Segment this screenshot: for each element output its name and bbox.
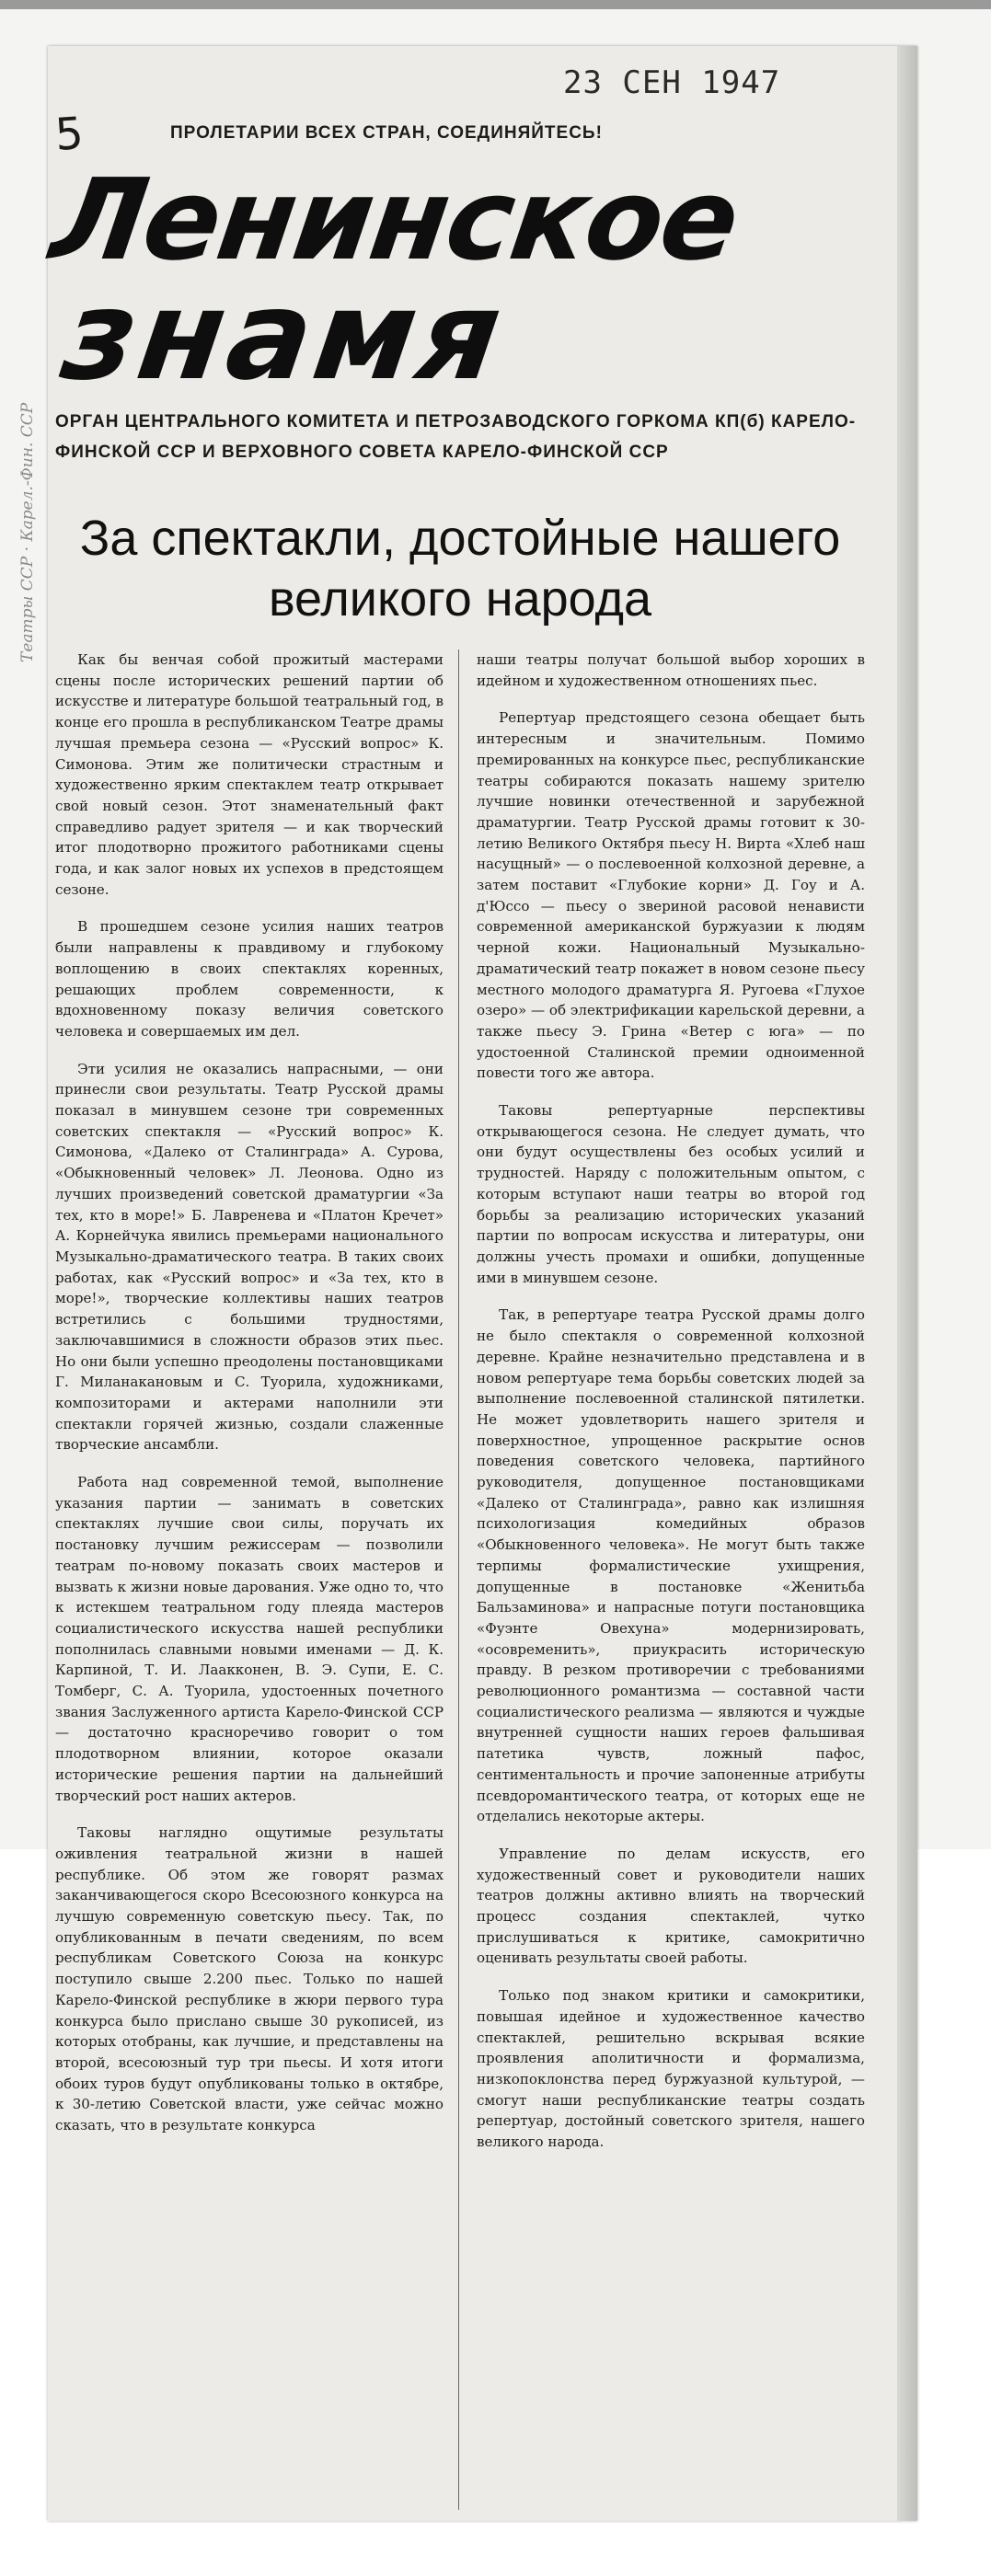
article-headline: За спектакли, достойные нашего великого народа: [79, 511, 841, 627]
handwritten-margin-note: Театры ССР · Карел.-Фин. ССР: [18, 402, 37, 662]
left-paragraph: Таковы наглядно ощутимые результаты оживления театральной жизни в нашей республике. Об этом же говорят размах заканчивающегося скоро Всесоюзного конкурса на лучшую современную советскую пьесу. Так, по опубликованным в печати сведениям, по всем республикам Советского Союза на конкурс поступило свыше 2.200 пьес. Только по нашей Карело-Финской республике в жюри первого тура конкурса было прислано свыше 30 рукописей, из которых отобраны, как лучшие, и представлены на второй, всесоюзный тур три пьесы. И хотя итоги обоих туров будут опубликованы только в октябре, к 30-летию Советской власти, уже сейчас можно сказать, что в результате конкурса: [55, 1824, 444, 2134]
article-body: [55, 650, 865, 2510]
masthead-title-line2: знамя: [54, 264, 513, 408]
right-paragraph: Управление по делам искусств, его художественный совет и руководители наших театров должны активно влиять на творческий процесс создания спектаклей, чутко прислушиваться к критике, самокритично оценивать результаты своей работы.: [477, 1845, 865, 1967]
right-paragraph: Репертуар предстоящего сезона обещает быть интересным и значительным. Помимо премированных на конкурсе пьес, республиканские театры собираются показать нашему зрителю лучшие новинки отечественной и зарубежной драматургии. Театр Русской драмы готовит к 30-летию Великого Октября пьесу Н. Вирта «Хлеб наш насущный» — о послевоенной колхозной деревне, а затем поставит «Глубокие корни» Д. Гоу и А. д'Юссо — пьесу о звериной расовой ненависти современной американской буржуазии к людям черной кожи. Национальный Музыкально-драматический театр покажет в новом сезоне пьесу местного молодого драматурга Я. Ругоева «Глухое озеро» — об электрификации карельской деревни, а также пьесу Э. Грина «Ветер с юга» — по удостоенной Сталинской премии одноименной повести того же автора.: [477, 709, 865, 1082]
left-paragraph: Работа над современной темой, выполнение указания партии — занимать в советских спектаклях лучшие свои силы, поручать их постановку лучшим режиссерам — позволили театрам по-новому показать своих мастеров и вызвать к жизни новые дарования. Уже одно то, что к истекшем театральном году плеяда мастеров социалистического искусства нашей республики пополнилась славными новыми именами — Д. К. Карпиной, Т. И. Лаакконен, В. Э. Супи, Е. С. Томберг, С. А. Туорила, удостоенных почетного звания Заслуженного артиста Карело-Финской ССР — достаточно красноречиво говорит о том плодотворном влиянии, которое оказали исторические решения партии на дальнейший творческий рост наших актеров.: [55, 1474, 444, 1804]
column-divider: [458, 650, 459, 2510]
masthead-title-line1: Ленинское: [44, 155, 745, 285]
left-paragraph: В прошедшем сезоне усилия наших театров были направлены к правдивому и глубокому воплощению в своих спектаклях коренных, решающих проблем современности, к вдохновенному показу величия советского человека и совершаемых им дел.: [55, 918, 444, 1040]
article-right-column: [477, 650, 865, 2510]
date-stamp: 23 СЕН 1947: [563, 64, 781, 101]
scan-top-edge: [0, 0, 991, 9]
left-paragraph: Эти усилия не оказались напрасными, — они принесли свои результаты. Театр Русской драмы показал в минувшем сезоне три современных советских спектакля — «Русский вопрос» К. Симонова, «Далеко от Сталинграда» А. Сурова, «Обыкновенный человек» Л. Леонова. Одно из лучших произведений советской драматургии «За тех, кто в море!» Б. Лавренева и «Платон Кречет» А. Корнейчука явились премьерами национального Музыкально-драматического театра. В таких своих работах, как «Русский вопрос» и «За тех, кто в море!», творческие коллективы наших театров встретились с большими трудностями, заключавшимися в сложности образов этих пьес. Но они были успешно преодолены постановщиками Г. Миланакановым и С. Туорила, художниками, композиторами и актерами наполнили эти спектакли горячей жизнью, создали слаженные творческие ансамбли.: [55, 1060, 444, 1454]
right-paragraph: наши театры получат большой выбор хороших в идейном и художественном отношениях пьес.: [477, 651, 865, 689]
newspaper-slogan: ПРОЛЕТАРИИ ВСЕХ СТРАН, СОЕДИНЯЙТЕСЬ!: [170, 123, 603, 143]
handwritten-page-number: 5: [53, 108, 86, 161]
right-paragraph: Так, в репертуаре театра Русской драмы долго не было спектакля о современной колхозной деревне. Крайне незначительно представлена и в новом репертуаре тема борьбы советских людей за выполнение послевоенной сталинской пятилетки. Не может удовлетворить нашего зрителя и поверхностное, упрощенное раскрытие основ поведения советского человека, партийного руководителя, допущенное постановщиками «Далеко от Сталинграда», равно как излишняя психологизация комедийных образов «Обыкновенного человека». Не могут быть также терпимы формалистические ухищрения, допущенные в постановке «Женитьба Бальзаминова» и напрасные потуги постановщика «Фуэнте Овехуна» модернизировать, «осовременить», приукрасить историческую правду. В резком противоречии с требованиями революционного романтизма — составной части социалистического реализма — являются и чуждые внутренней сущности наших героев фальшивая патетика чувств, ложный пафос, сентиментальность и прочие запоненные атрибуты псевдоромантического театра, от которых еще не отделались некоторые актеры.: [477, 1306, 865, 1825]
left-paragraph: Как бы венчая собой прожитый мастерами сцены после исторических решений партии об искусстве и литературе большой театральный год, в конце его прошла в республиканском Театре драмы лучшая премьера сезона — «Русский вопрос» К. Симонова. Этим же политически страстным и художественно ярким спектаклем театр открывает свой новый сезон. Этот знаменательный факт справедливо радует зрителя — и как творческий итог плодотворно прожитого работниками сцены года, и как залог новых их успехов в предстоящем сезоне.: [55, 651, 444, 898]
newspaper-organ-line: ОРГАН ЦЕНТРАЛЬНОГО КОМИТЕТА И ПЕТРОЗАВОДСКОГО ГОРКОМА КП(б) КАРЕЛО-ФИНСКОЙ ССР И ВЕРХОВНОГО СОВЕТА КАРЕЛО-ФИНСКОЙ ССР: [55, 412, 857, 462]
right-paragraph: Только под знаком критики и самокритики, повышая идейное и художественное качество спектаклей, решительно вскрывая всякие проявления аполитичности и формализма, низкопоклонства перед буржуазной культурой, — смогут наши республиканские театры создать репертуар, достойный советского зрителя, нашего великого народа.: [477, 1987, 865, 2151]
clipping-shadow-edge: [897, 46, 917, 2521]
right-paragraph: Таковы репертуарные перспективы открывающегося сезона. Не следует думать, что они будут осуществлены без особых усилий и трудностей. Наряду с положительным опытом, с которым вступают наши театры во второй год борьбы за реализацию исторических указаний партии по вопросам искусства и литературы, они должны учесть промахи и ошибки, допущенные ими в минувшем сезоне.: [477, 1102, 865, 1286]
article-left-column: [55, 650, 444, 2510]
